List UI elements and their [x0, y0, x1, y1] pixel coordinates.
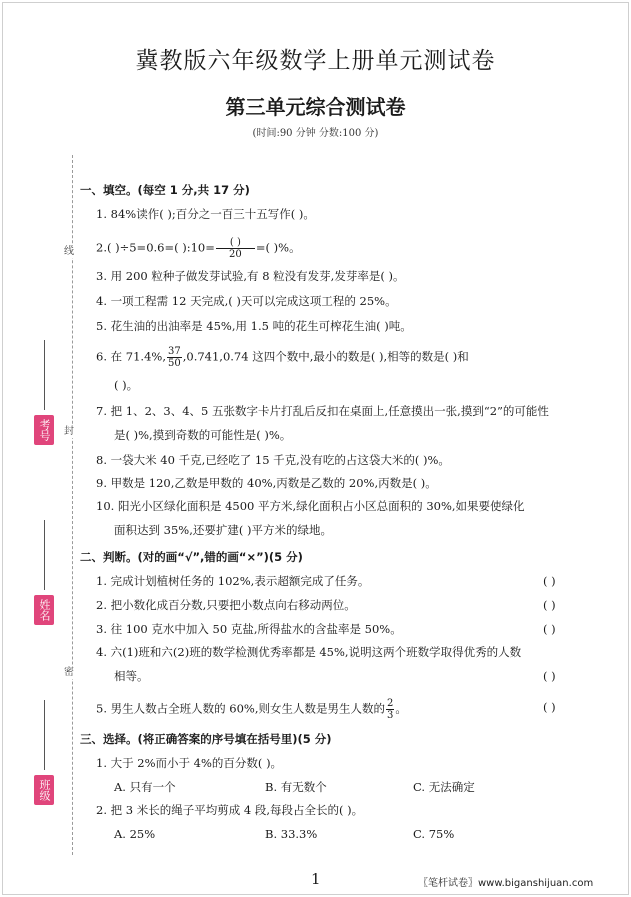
fraction-denominator: 20: [229, 249, 242, 260]
exam-meta: (时间:90 分钟 分数:100 分): [252, 128, 379, 139]
page-number: 1: [311, 870, 321, 888]
question-1-2-part-a: 2.( )÷5=0.6=( ):10=: [96, 240, 215, 255]
question-1-2: [96, 237, 301, 260]
question-3-2: 2. 把 3 米长的绳子平均剪成 4 段,每段占全长的( )。: [96, 803, 364, 817]
question-1-6: [96, 346, 469, 369]
section-fill-blank-heading: 一、填空。(每空 1 分,共 17 分): [80, 183, 250, 197]
question-2-1: 1. 完成计划植树任务的 102%,表示超额完成了任务。: [96, 574, 370, 588]
answer-blank-2-1[interactable]: ( ): [543, 574, 556, 588]
page-subtitle: 第三单元综合测试卷: [225, 95, 406, 119]
option-3-1-a: A. 只有一个: [114, 780, 176, 794]
question-1-5: 5. 花生油的出油率是 45%,用 1.5 吨的花生可榨花生油( )吨。: [96, 319, 412, 333]
class-label: 班级: [34, 775, 54, 805]
fraction-denominator: 3: [387, 710, 394, 721]
class-line: [44, 700, 45, 770]
question-2-2: 2. 把小数化成百分数,只要把小数点向右移动两位。: [96, 598, 356, 612]
fraction-blank-over-20: [216, 237, 255, 260]
exam-number-line: [44, 340, 45, 410]
name-line: [44, 520, 45, 590]
question-1-6-part-b: ,0.741,0.74 这四个数中,最小的数是( ),相等的数是( )和: [182, 349, 469, 364]
question-1-6-continued: ( )。: [114, 378, 139, 392]
fraction-numerator: ( ): [216, 237, 255, 249]
binding-char-feng: 封: [64, 426, 74, 437]
fraction-2-3: [386, 698, 394, 721]
question-1-6-part-a: 6. 在 71.4%,: [96, 349, 166, 364]
source-watermark: 〖笔杆试卷〗www.biganshijuan.com: [418, 878, 594, 889]
question-1-3: 3. 用 200 粒种子做发芽试验,有 8 粒没有发芽,发芽率是( )。: [96, 269, 405, 283]
question-1-7: 7. 把 1、2、3、4、5 五张数字卡片打乱后反扣在桌面上,任意摸出一张,摸到“2”的可能性: [96, 404, 549, 418]
question-1-2-part-b: =( )%。: [255, 240, 301, 255]
question-2-5-part-a: 5. 男生人数占全班人数的 60%,则女生人数是男生人数的: [96, 701, 385, 716]
question-3-1: 1. 大于 2%而小于 4%的百分数( )。: [96, 756, 283, 770]
question-1-9: 9. 甲数是 120,乙数是甲数的 40%,丙数是乙数的 20%,丙数是( )。: [96, 476, 437, 490]
option-3-2-c: C. 75%: [413, 827, 455, 841]
option-3-2-a: A. 25%: [114, 827, 156, 841]
exam-number-label: 考号: [34, 415, 54, 445]
answer-blank-2-2[interactable]: ( ): [543, 598, 556, 612]
question-1-1: 1. 84%读作( );百分之一百三十五写作( )。: [96, 207, 315, 221]
option-3-1-c: C. 无法确定: [413, 780, 475, 794]
binding-char-xian: 线: [64, 246, 74, 257]
section-multiple-choice-heading: 三、选择。(将正确答案的序号填在括号里)(5 分): [80, 732, 332, 746]
question-2-5-part-b: 。: [395, 701, 407, 716]
question-2-3: 3. 往 100 克水中加入 50 克盐,所得盐水的含盐率是 50%。: [96, 622, 402, 636]
question-1-8: 8. 一袋大米 40 千克,已经吃了 15 千克,没有吃的占这袋大米的( )%。: [96, 453, 450, 467]
fraction-denominator: 50: [167, 358, 181, 369]
class-field[interactable]: [34, 700, 56, 820]
answer-blank-2-5[interactable]: ( ): [543, 700, 556, 714]
binding-dashed-line: [72, 155, 73, 855]
question-1-10: 10. 阳光小区绿化面积是 4500 平方米,绿化面积占小区总面积的 30%,如果要使绿化: [96, 499, 525, 513]
answer-blank-2-4[interactable]: ( ): [543, 669, 556, 683]
fraction-37-50: [167, 346, 182, 369]
page-title: 冀教版六年级数学上册单元测试卷: [135, 48, 496, 74]
exam-number-field[interactable]: [34, 340, 56, 460]
binding-char-mi: 密: [64, 667, 74, 678]
option-3-1-b: B. 有无数个: [265, 780, 327, 794]
section-true-false-heading: 二、判断。(对的画“√”,错的画“×”)(5 分): [80, 550, 303, 564]
option-3-2-b: B. 33.3%: [265, 827, 318, 841]
question-1-7-continued: 是( )%,摸到奇数的可能性是( )%。: [114, 428, 292, 442]
answer-blank-2-3[interactable]: ( ): [543, 622, 556, 636]
name-label: 姓名: [34, 595, 54, 625]
question-1-10-continued: 面积达到 35%,还要扩建( )平方米的绿地。: [114, 523, 332, 537]
question-1-4: 4. 一项工程需 12 天完成,( )天可以完成这项工程的 25%。: [96, 294, 397, 308]
fraction-numerator: 2: [387, 698, 394, 709]
question-2-4: 4. 六(1)班和六(2)班的数学检测优秀率都是 45%,说明这两个班数学取得优秀的人数: [96, 645, 522, 659]
question-2-5: [96, 698, 407, 721]
name-field[interactable]: [34, 520, 56, 640]
fraction-numerator: 37: [167, 346, 181, 357]
question-2-4-continued: 相等。: [114, 669, 149, 683]
